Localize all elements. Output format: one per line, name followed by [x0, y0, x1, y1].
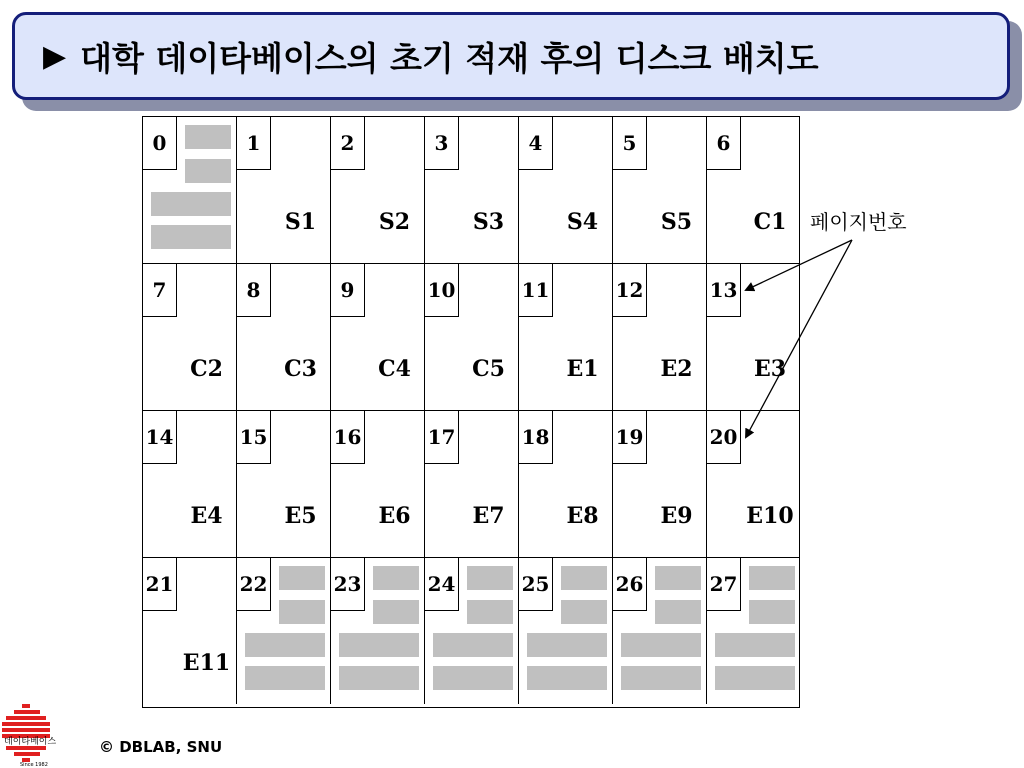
slide-title: 대학 데이타베이스의 초기 적재 후의 디스크 배치도: [80, 38, 819, 78]
page-record-label: E1: [566, 356, 599, 382]
page-record-label: E3: [753, 356, 787, 382]
page-number: 14: [143, 411, 177, 464]
page-record-label: E2: [660, 356, 693, 382]
page-record-label: S1: [284, 209, 317, 235]
page-number: 24: [425, 558, 459, 611]
page-number: 27: [707, 558, 741, 611]
page-record-label: E9: [660, 503, 693, 529]
page-record-label: E11: [182, 650, 231, 676]
page-number: 16: [331, 411, 365, 464]
page-record-label: E8: [566, 503, 599, 529]
page-record-label: S5: [660, 209, 693, 235]
page-number-annotation: 페이지번호: [810, 210, 907, 234]
page-number: 0: [143, 117, 177, 170]
logo-subtext: Since 1982: [20, 762, 48, 768]
page-number: 21: [143, 558, 177, 611]
dblab-logo: [0, 700, 76, 768]
page-number: 13: [707, 264, 741, 317]
page-number: 4: [519, 117, 553, 170]
page-number: 26: [613, 558, 647, 611]
play-triangle-icon: ▶: [43, 38, 67, 74]
page-record-label: E4: [190, 503, 223, 529]
page-number: 23: [331, 558, 365, 611]
page-number: 25: [519, 558, 553, 611]
page-number: 18: [519, 411, 553, 464]
arrow-to-page-13: [746, 240, 852, 290]
arrow-to-page-20: [746, 240, 852, 437]
page-record-label: C4: [378, 356, 411, 382]
page-number: 8: [237, 264, 271, 317]
page-number: 19: [613, 411, 647, 464]
page-record-label: C5: [472, 356, 505, 382]
page-number: 2: [331, 117, 365, 170]
page-record-label: C3: [284, 356, 317, 382]
page-number: 12: [613, 264, 647, 317]
page-record-label: C1: [753, 209, 787, 235]
page-number: 15: [237, 411, 271, 464]
copyright-text: © DBLAB, SNU: [99, 738, 223, 756]
page-number: 1: [237, 117, 271, 170]
page-number: 20: [707, 411, 741, 464]
page-record-label: E7: [472, 503, 505, 529]
page-record-label: S4: [566, 209, 599, 235]
page-number: 9: [331, 264, 365, 317]
logo-text: 데이타베이스: [4, 737, 57, 747]
page-number: 6: [707, 117, 741, 170]
page-number: 7: [143, 264, 177, 317]
page-record-label: S2: [378, 209, 411, 235]
page-record-label: E6: [378, 503, 411, 529]
page-number: 22: [237, 558, 271, 611]
page-number: 10: [425, 264, 459, 317]
page-number: 11: [519, 264, 553, 317]
page-number: 3: [425, 117, 459, 170]
page-record-label: E10: [746, 503, 794, 529]
page-record-label: C2: [190, 356, 223, 382]
page-record-label: E5: [284, 503, 317, 529]
page-number: 17: [425, 411, 459, 464]
page-number: 5: [613, 117, 647, 170]
page-record-label: S3: [472, 209, 505, 235]
